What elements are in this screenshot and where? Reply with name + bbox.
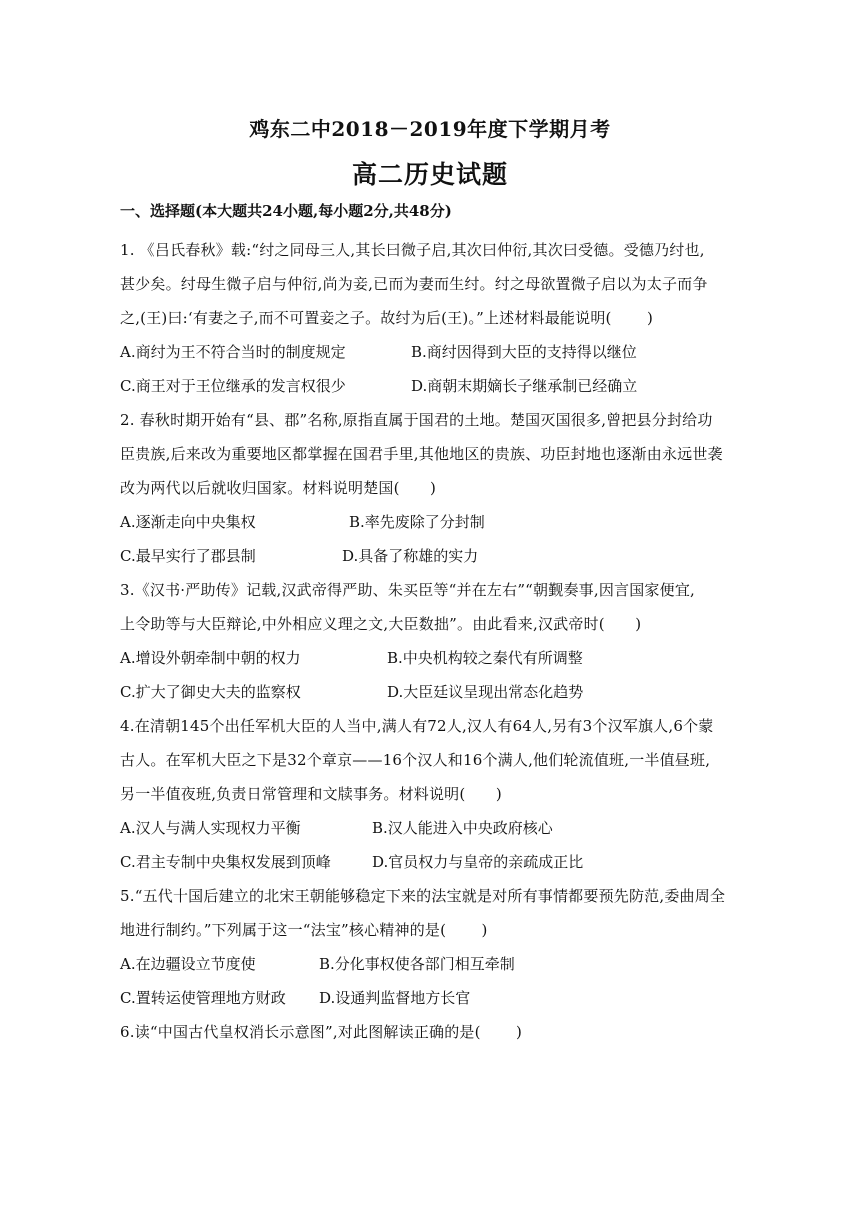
- question-2-option-b: B.率先废除了分封制: [349, 513, 485, 531]
- question-1-option-a: A.商纣为王不符合当时的制度规定: [120, 343, 346, 361]
- question-2-option-d: D.具备了称雄的实力: [342, 547, 479, 565]
- question-2-option-c: C.最早实行了郡县制: [120, 547, 256, 565]
- question-4-line-3: 另一半值夜班,负责日常管理和文牍事务。材料说明( ): [120, 785, 502, 803]
- question-5-option-a: A.在边疆设立节度使: [120, 955, 256, 973]
- question-1-option-c: C.商王对于王位继承的发言权很少: [120, 377, 346, 395]
- question-5-option-c: C.置转运使管理地方财政: [120, 989, 286, 1007]
- question-1-option-b: B.商纣因得到大臣的支持得以继位: [411, 343, 637, 361]
- question-2-option-a: A.逐渐走向中央集权: [120, 513, 256, 531]
- question-4-option-d: D.官员权力与皇帝的亲疏成正比: [372, 853, 584, 871]
- question-4-line-2: 古人。在军机大臣之下是32个章京——16个汉人和16个满人,他们轮流值班,一半值昼班,: [120, 751, 711, 769]
- exam-subtitle: 高二历史试题: [351, 160, 508, 189]
- question-1-option-d: D.商朝末期嫡长子继承制已经确立: [411, 377, 638, 395]
- question-5-option-d: D.设通判监督地方长官: [319, 989, 471, 1007]
- question-3-option-b: B.中央机构较之秦代有所调整: [387, 649, 583, 667]
- question-1-line-2: 甚少矣。纣母生微子启与仲衍,尚为妾,已而为妻而生纣。纣之母欲置微子启以为太子而争: [120, 275, 708, 293]
- question-4-option-c: C.君主专制中央集权发展到顶峰: [120, 853, 331, 871]
- question-3-line-2: 上令助等与大臣辩论,中外相应义理之文,大臣数拙”。由此看来,汉武帝时( ): [120, 615, 642, 633]
- question-2-line-2: 臣贵族,后来改为重要地区都掌握在国君手里,其他地区的贵族、功臣封地也逐渐由永远世袭: [120, 445, 723, 463]
- question-5-line-2: 地进行制约。”下列属于这一“法宝”核心精神的是( ): [120, 921, 488, 939]
- exam-title: 鸡东二中2018－2019年度下学期月考: [249, 117, 611, 141]
- question-3-option-c: C.扩大了御史大夫的监察权: [120, 683, 301, 701]
- question-3-line-1: 3.《汉书·严助传》记载,汉武帝得严助、朱买臣等“并在左右”“朝觐奏事,因言国家便宜,: [120, 581, 695, 599]
- question-6-line-1: 6.读“中国古代皇权消长示意图”,对此图解读正确的是( ): [120, 1023, 523, 1041]
- section-heading: 一、选择题(本大题共24小题,每小题2分,共48分): [120, 202, 452, 220]
- question-3-option-d: D.大臣廷议呈现出常态化趋势: [387, 683, 584, 701]
- question-5-option-b: B.分化事权使各部门相互牵制: [319, 955, 515, 973]
- question-4-option-a: A.汉人与满人实现权力平衡: [120, 819, 301, 837]
- question-2-line-3: 改为两代以后就收归国家。材料说明楚国( ): [120, 479, 437, 497]
- question-2-line-1: 2. 春秋时期开始有“县、郡”名称,原指直属于国君的土地。楚国灭国很多,曾把县分封给功: [120, 411, 713, 429]
- question-4-line-1: 4.在清朝145个出任军机大臣的人当中,满人有72人,汉人有64人,另有3个汉军旗人,6个蒙: [120, 717, 714, 735]
- question-1-line-3: 之,(王)曰:‘有妻之子,而不可置妾之子。故纣为后(王)。”上述材料最能说明( ): [120, 309, 654, 327]
- question-3-option-a: A.增设外朝牵制中朝的权力: [120, 649, 301, 667]
- question-1-line-1: 1. 《吕氏春秋》载:“纣之同母三人,其长曰微子启,其次曰仲衍,其次曰受德。受德乃纣也,: [120, 241, 705, 259]
- question-4-option-b: B.汉人能进入中央政府核心: [372, 819, 553, 837]
- question-5-line-1: 5.“五代十国后建立的北宋王朝能够稳定下来的法宝就是对所有事情都要预先防范,委曲周全: [120, 887, 726, 905]
